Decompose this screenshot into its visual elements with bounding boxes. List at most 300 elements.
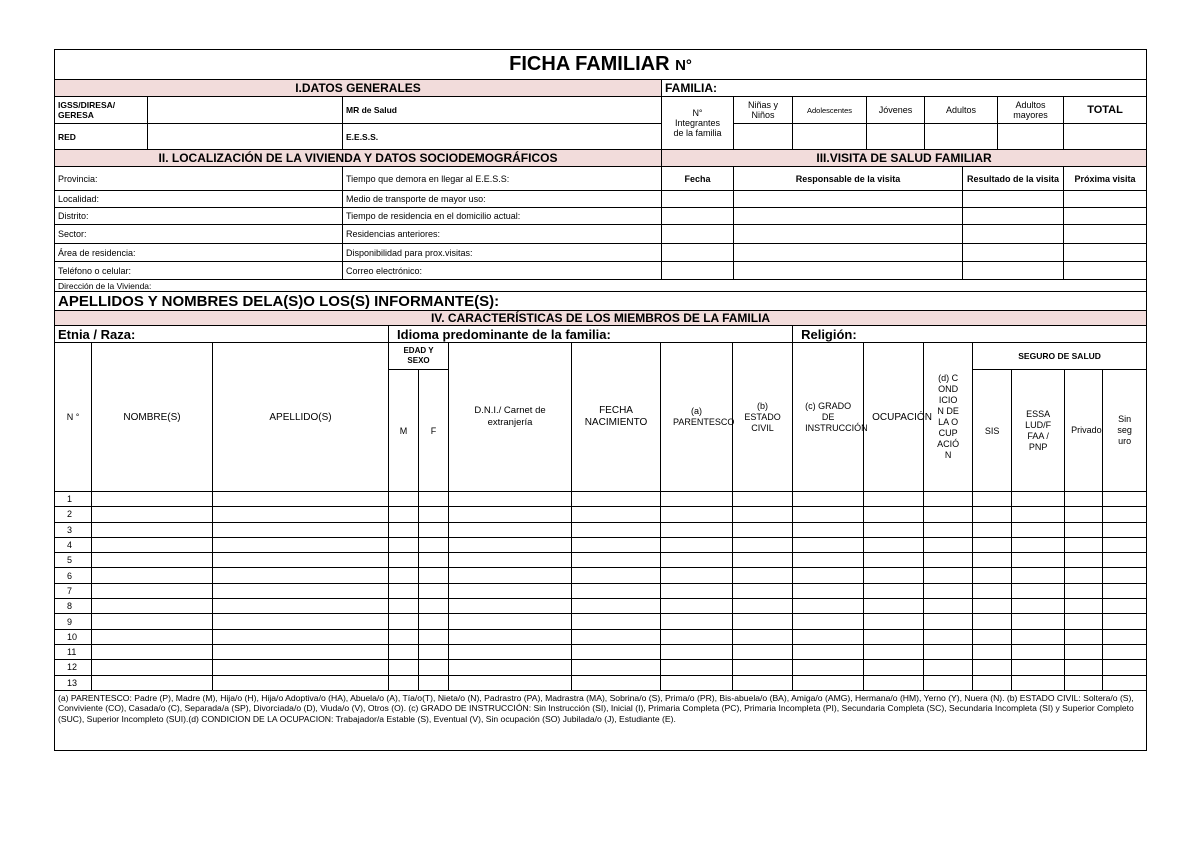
member-cell[interactable] [864, 522, 924, 537]
table-row [55, 568, 1147, 583]
col-fecha-nacimiento: FECHA NACIMIENTO [572, 343, 661, 492]
col-privado: Privado [1065, 370, 1103, 492]
member-cell[interactable] [213, 644, 389, 659]
member-cell[interactable] [1103, 553, 1147, 568]
table-row [55, 492, 1147, 507]
member-cell[interactable] [733, 553, 793, 568]
member-cell[interactable] [1103, 583, 1147, 598]
member-cell[interactable] [864, 583, 924, 598]
member-cell[interactable] [1103, 522, 1147, 537]
member-cell[interactable] [449, 599, 572, 614]
form-title [55, 50, 1147, 80]
member-cell[interactable] [1012, 629, 1065, 644]
member-cell[interactable] [973, 614, 1012, 629]
igss-label: IGSS/DIRESA/ GERESA [55, 97, 148, 124]
member-cell[interactable] [793, 522, 864, 537]
member-cell[interactable] [661, 660, 733, 675]
member-cell[interactable] [1065, 660, 1103, 675]
member-cell[interactable] [973, 522, 1012, 537]
visit-cell[interactable] [963, 208, 1064, 225]
member-cell[interactable] [449, 522, 572, 537]
member-cell[interactable] [419, 583, 449, 598]
member-cell[interactable] [213, 522, 389, 537]
member-cell[interactable] [661, 507, 733, 522]
member-cell[interactable] [1065, 553, 1103, 568]
member-cell[interactable] [1012, 614, 1065, 629]
member-cell[interactable] [864, 644, 924, 659]
member-cell[interactable] [1012, 599, 1065, 614]
member-cell[interactable] [213, 614, 389, 629]
member-cell[interactable] [793, 583, 864, 598]
total-count-field[interactable] [1064, 124, 1147, 150]
member-cell[interactable] [793, 629, 864, 644]
member-cell[interactable] [661, 568, 733, 583]
member-cell[interactable] [973, 492, 1012, 507]
visit-cell[interactable] [662, 225, 734, 244]
member-cell[interactable] [1065, 583, 1103, 598]
member-cell[interactable] [449, 553, 572, 568]
col-grado-instruccion: (c) GRADO DE INSTRUCCIÓN [793, 343, 864, 492]
member-cell[interactable] [924, 583, 973, 598]
table-row [55, 614, 1147, 629]
table-row [55, 644, 1147, 659]
row-number: 4 [55, 537, 92, 552]
row-number: 10 [55, 629, 92, 644]
member-cell[interactable] [1065, 522, 1103, 537]
member-cell[interactable] [92, 522, 213, 537]
member-cell[interactable] [449, 583, 572, 598]
member-cell[interactable] [1012, 675, 1065, 690]
localidad-field[interactable]: Localidad: [55, 191, 343, 208]
ficha-familiar-form [54, 49, 1146, 787]
visit-cell[interactable] [963, 262, 1064, 280]
member-cell[interactable] [92, 583, 213, 598]
member-cell[interactable] [733, 675, 793, 690]
provincia-field[interactable]: Provincia: [55, 167, 343, 191]
col-estado-civil: (b) ESTADO CIVIL [733, 343, 793, 492]
group-total: TOTAL [1064, 97, 1147, 124]
medio-transporte-field[interactable]: Medio de transporte de mayor uso: [343, 191, 662, 208]
table-row [55, 599, 1147, 614]
member-cell[interactable] [389, 644, 419, 659]
member-cell[interactable] [1103, 660, 1147, 675]
member-cell[interactable] [924, 492, 973, 507]
group-ninos: Niñas y Niños [734, 97, 793, 124]
member-cell[interactable] [661, 614, 733, 629]
member-cell[interactable] [389, 675, 419, 690]
adultos-count-field[interactable] [925, 124, 998, 150]
row-number: 6 [55, 568, 92, 583]
member-cell[interactable] [924, 553, 973, 568]
member-cell[interactable] [419, 507, 449, 522]
tiempo-llegar-field[interactable]: Tiempo que demora en llegar al E.E.S.S: [343, 167, 662, 191]
visit-cell[interactable] [1064, 191, 1147, 208]
visit-cell[interactable] [1064, 225, 1147, 244]
title-text: FICHA FAMILIAR [509, 53, 670, 75]
member-cell[interactable] [973, 629, 1012, 644]
visit-cell[interactable] [1064, 244, 1147, 262]
visit-fecha-header: Fecha [662, 167, 734, 191]
group-jovenes: Jóvenes [867, 97, 925, 124]
member-cell[interactable] [1012, 553, 1065, 568]
member-cell[interactable] [213, 583, 389, 598]
ninos-count-field[interactable] [734, 124, 793, 150]
member-cell[interactable] [924, 614, 973, 629]
member-cell[interactable] [92, 599, 213, 614]
member-cell[interactable] [419, 675, 449, 690]
etnia-field[interactable]: Etnia / Raza: [55, 326, 389, 343]
member-cell[interactable] [1103, 568, 1147, 583]
row-number: 2 [55, 507, 92, 522]
member-cell[interactable] [864, 553, 924, 568]
member-cell[interactable] [213, 507, 389, 522]
member-cell[interactable] [864, 660, 924, 675]
member-cell[interactable] [572, 660, 661, 675]
direccion-field[interactable]: Dirección de la Vivienda: [55, 280, 1147, 292]
member-cell[interactable] [213, 492, 389, 507]
member-cell[interactable] [1065, 644, 1103, 659]
member-cell[interactable] [1012, 583, 1065, 598]
member-cell[interactable] [661, 583, 733, 598]
member-cell[interactable] [213, 553, 389, 568]
member-cell[interactable] [213, 629, 389, 644]
member-cell[interactable] [389, 599, 419, 614]
member-cell[interactable] [419, 522, 449, 537]
member-cell[interactable] [864, 568, 924, 583]
visit-cell[interactable] [963, 225, 1064, 244]
member-cell[interactable] [419, 599, 449, 614]
member-cell[interactable] [924, 507, 973, 522]
row-number: 13 [55, 675, 92, 690]
member-cell[interactable] [733, 644, 793, 659]
member-cell[interactable] [449, 629, 572, 644]
member-cell[interactable] [572, 629, 661, 644]
row-number: 1 [55, 492, 92, 507]
member-cell[interactable] [92, 644, 213, 659]
member-cell[interactable] [389, 492, 419, 507]
visit-cell[interactable] [1064, 208, 1147, 225]
member-cell[interactable] [973, 553, 1012, 568]
member-cell[interactable] [92, 553, 213, 568]
member-cell[interactable] [449, 507, 572, 522]
member-cell[interactable] [92, 568, 213, 583]
member-cell[interactable] [449, 644, 572, 659]
member-cell[interactable] [389, 614, 419, 629]
member-cell[interactable] [572, 492, 661, 507]
group-adultos-mayores: Adultos mayores [998, 97, 1064, 124]
member-cell[interactable] [419, 614, 449, 629]
member-cell[interactable] [572, 583, 661, 598]
member-cell[interactable] [733, 537, 793, 552]
visit-cell[interactable] [734, 262, 963, 280]
member-cell[interactable] [973, 675, 1012, 690]
area-residencia-field[interactable]: Área de residencia: [55, 244, 343, 262]
member-cell[interactable] [1065, 568, 1103, 583]
eess-label: E.E.S.S. [343, 124, 662, 150]
col-essalud: ESSALUD/FFAA / PNP [1012, 370, 1065, 492]
member-cell[interactable] [389, 522, 419, 537]
member-cell[interactable] [572, 522, 661, 537]
row-number: 3 [55, 522, 92, 537]
disponibilidad-field[interactable]: Disponibilidad para prox.visitas: [343, 244, 662, 262]
member-cell[interactable] [973, 507, 1012, 522]
member-cell[interactable] [793, 507, 864, 522]
familia-label: FAMILIA: [662, 80, 1147, 97]
member-cell[interactable] [1065, 675, 1103, 690]
member-cell[interactable] [92, 492, 213, 507]
member-cell[interactable] [449, 568, 572, 583]
member-cell[interactable] [1103, 629, 1147, 644]
member-cell[interactable] [419, 644, 449, 659]
member-cell[interactable] [449, 660, 572, 675]
table-row [55, 583, 1147, 598]
footnote: (a) PARENTESCO: Padre (P), Madre (M), Hija/o (H), Hija/o Adoptiva/o (HA), Abuela/o (A), Tía/o(T), Nieta/o (N), Padrastro (PA), Madrastra (MA), Sobrina/o (S), Prima/o (PR), Bis-abuela/o (BA), Amiga/o (AMG), Hermana/o (HM), Yerno (Y), Nuera (N). (b) ESTADO CIVIL: Soltera/o (S), Conviviente (CO), Casada/o (C), Separada/a (SP), Divorciada/o (D), Viuda/o (V), Otros (O). (c) GRADO DE INSTRUCCIÓN: Sin Instrucción (SI), Inicial (I), Primaria Completa (PC), Primaria Incompleta (PI), Secundaria Completa (SC), Secundaria Incompleta (SI) y Superior Completo (SUC), Superior Incompleto (SUI).(d) CONDICION DE LA OCUPACION: Trabajador/a Estable (S), Eventual (V), Sin ocupación (SO) Jubilada/o (J), Estudiante (E). [55, 690, 1147, 750]
member-cell[interactable] [973, 644, 1012, 659]
member-cell[interactable] [389, 553, 419, 568]
group-adolescentes: Adolescentes [793, 97, 867, 124]
member-cell[interactable] [733, 614, 793, 629]
member-cell[interactable] [1065, 614, 1103, 629]
member-cell[interactable] [1103, 614, 1147, 629]
visit-cell[interactable] [734, 191, 963, 208]
visit-cell[interactable] [662, 208, 734, 225]
member-cell[interactable] [213, 675, 389, 690]
visit-cell[interactable] [662, 244, 734, 262]
member-cell[interactable] [793, 599, 864, 614]
member-cell[interactable] [793, 614, 864, 629]
member-cell[interactable] [924, 629, 973, 644]
member-cell[interactable] [1065, 492, 1103, 507]
visit-cell[interactable] [1064, 262, 1147, 280]
member-cell[interactable] [864, 614, 924, 629]
member-cell[interactable] [864, 492, 924, 507]
red-field[interactable] [148, 124, 343, 150]
col-apellido: APELLIDO(S) [213, 343, 389, 492]
member-cell[interactable] [973, 599, 1012, 614]
telefono-field[interactable]: Teléfono o celular: [55, 262, 343, 280]
member-cell[interactable] [389, 537, 419, 552]
member-cell[interactable] [213, 537, 389, 552]
member-cell[interactable] [419, 568, 449, 583]
member-cell[interactable] [1012, 660, 1065, 675]
member-cell[interactable] [864, 537, 924, 552]
member-cell[interactable] [661, 492, 733, 507]
member-cell[interactable] [213, 660, 389, 675]
jovenes-count-field[interactable] [867, 124, 925, 150]
sector-field[interactable]: Sector: [55, 225, 343, 244]
visit-resultado-header: Resultado de la visita [963, 167, 1064, 191]
correo-field[interactable]: Correo electrónico: [343, 262, 662, 280]
member-cell[interactable] [1065, 507, 1103, 522]
member-cell[interactable] [1065, 537, 1103, 552]
residencias-anteriores-field[interactable]: Residencias anteriores: [343, 225, 662, 244]
member-cell[interactable] [733, 629, 793, 644]
member-cell[interactable] [419, 660, 449, 675]
member-cell[interactable] [419, 492, 449, 507]
member-cell[interactable] [449, 537, 572, 552]
member-cell[interactable] [1103, 675, 1147, 690]
members-table [54, 325, 1147, 751]
member-cell[interactable] [92, 675, 213, 690]
member-cell[interactable] [1012, 492, 1065, 507]
member-cell[interactable] [864, 675, 924, 690]
member-cell[interactable] [419, 629, 449, 644]
member-cell[interactable] [924, 599, 973, 614]
col-sin-seguro: Sin seguro [1103, 370, 1147, 492]
member-cell[interactable] [661, 644, 733, 659]
member-cell[interactable] [924, 537, 973, 552]
member-cell[interactable] [661, 599, 733, 614]
member-cell[interactable] [864, 507, 924, 522]
col-sis: SIS [973, 370, 1012, 492]
member-cell[interactable] [1103, 599, 1147, 614]
member-cell[interactable] [572, 599, 661, 614]
member-cell[interactable] [1065, 629, 1103, 644]
visit-responsable-header: Responsable de la visita [734, 167, 963, 191]
visit-cell[interactable] [734, 225, 963, 244]
col-parentesco: (a) PARENTESCO [661, 343, 733, 492]
distrito-field[interactable]: Distrito: [55, 208, 343, 225]
member-cell[interactable] [793, 568, 864, 583]
visit-cell[interactable] [963, 191, 1064, 208]
member-cell[interactable] [793, 492, 864, 507]
col-sexo-m: M [389, 370, 419, 492]
visit-cell[interactable] [734, 244, 963, 262]
member-cell[interactable] [449, 675, 572, 690]
member-cell[interactable] [793, 553, 864, 568]
member-cell[interactable] [733, 583, 793, 598]
member-cell[interactable] [924, 660, 973, 675]
table-row [55, 522, 1147, 537]
member-cell[interactable] [389, 629, 419, 644]
member-cell[interactable] [1012, 644, 1065, 659]
igss-field[interactable] [148, 97, 343, 124]
title-suffix: N° [675, 57, 692, 74]
adultos-mayores-count-field[interactable] [998, 124, 1064, 150]
table-row [55, 629, 1147, 644]
table-row [55, 507, 1147, 522]
member-cell[interactable] [572, 507, 661, 522]
red-label: RED [55, 124, 148, 150]
member-cell[interactable] [864, 629, 924, 644]
member-cell[interactable] [733, 522, 793, 537]
member-cell[interactable] [419, 553, 449, 568]
member-cell[interactable] [924, 568, 973, 583]
member-cell[interactable] [924, 522, 973, 537]
member-cell[interactable] [864, 599, 924, 614]
top-table [54, 49, 1147, 150]
col-nombre: NOMBRE(S) [92, 343, 213, 492]
member-cell[interactable] [1012, 507, 1065, 522]
visit-cell[interactable] [734, 208, 963, 225]
member-cell[interactable] [1065, 599, 1103, 614]
member-cell[interactable] [793, 675, 864, 690]
member-cell[interactable] [924, 644, 973, 659]
member-cell[interactable] [213, 599, 389, 614]
member-cell[interactable] [733, 660, 793, 675]
member-cell[interactable] [1012, 537, 1065, 552]
member-cell[interactable] [973, 583, 1012, 598]
member-cell[interactable] [661, 553, 733, 568]
section-miembros: IV. CARACTERÍSTICAS DE LOS MIEMBROS DE LA FAMILIA [55, 311, 1147, 326]
member-cell[interactable] [213, 568, 389, 583]
row-number: 7 [55, 583, 92, 598]
member-cell[interactable] [92, 629, 213, 644]
member-cell[interactable] [661, 629, 733, 644]
member-cell[interactable] [793, 644, 864, 659]
visit-cell[interactable] [662, 262, 734, 280]
member-cell[interactable] [1012, 568, 1065, 583]
member-cell[interactable] [924, 675, 973, 690]
member-cell[interactable] [1012, 522, 1065, 537]
member-cell[interactable] [733, 492, 793, 507]
religion-field[interactable]: Religión: [793, 326, 1147, 343]
member-cell[interactable] [449, 492, 572, 507]
member-cell[interactable] [572, 537, 661, 552]
member-cell[interactable] [1103, 537, 1147, 552]
member-cell[interactable] [661, 537, 733, 552]
adolescentes-count-field[interactable] [793, 124, 867, 150]
member-cell[interactable] [793, 537, 864, 552]
member-cell[interactable] [733, 507, 793, 522]
member-cell[interactable] [973, 660, 1012, 675]
idioma-field[interactable]: Idioma predominante de la familia: [389, 326, 793, 343]
row-number: 11 [55, 644, 92, 659]
member-cell[interactable] [661, 522, 733, 537]
col-condicion-ocupacion: (d) CONDICION DE LA OCUPACIÓN [924, 343, 973, 492]
table-row [55, 675, 1147, 690]
visit-cell[interactable] [662, 191, 734, 208]
member-cell[interactable] [733, 568, 793, 583]
tiempo-residencia-field[interactable]: Tiempo de residencia en el domicilio actual: [343, 208, 662, 225]
member-cell[interactable] [572, 614, 661, 629]
member-cell[interactable] [1103, 507, 1147, 522]
member-cell[interactable] [92, 614, 213, 629]
member-cell[interactable] [92, 507, 213, 522]
member-cell[interactable] [572, 553, 661, 568]
member-cell[interactable] [1103, 644, 1147, 659]
member-cell[interactable] [92, 660, 213, 675]
table-row [55, 660, 1147, 675]
member-cell[interactable] [419, 537, 449, 552]
member-cell[interactable] [389, 583, 419, 598]
member-cell[interactable] [973, 568, 1012, 583]
visit-proxima-header: Próxima visita [1064, 167, 1147, 191]
member-cell[interactable] [389, 660, 419, 675]
row-number: 5 [55, 553, 92, 568]
member-cell[interactable] [661, 675, 733, 690]
row-number: 12 [55, 660, 92, 675]
col-edad-sexo: EDAD Y SEXO [389, 343, 449, 370]
member-cell[interactable] [793, 660, 864, 675]
member-cell[interactable] [973, 537, 1012, 552]
member-cell[interactable] [572, 568, 661, 583]
table-row [55, 537, 1147, 552]
member-cell[interactable] [733, 599, 793, 614]
member-cell[interactable] [449, 614, 572, 629]
member-cell[interactable] [572, 644, 661, 659]
informantes-field[interactable]: APELLIDOS Y NOMBRES DELA(S)O LOS(S) INFORMANTE(S): [55, 292, 1147, 311]
col-seguro-salud: SEGURO DE SALUD [973, 343, 1147, 370]
member-cell[interactable] [389, 568, 419, 583]
visit-cell[interactable] [963, 244, 1064, 262]
location-visit-table [54, 149, 1147, 326]
member-cell[interactable] [572, 675, 661, 690]
member-cell[interactable] [389, 507, 419, 522]
member-cell[interactable] [1103, 492, 1147, 507]
group-adultos: Adultos [925, 97, 998, 124]
member-cell[interactable] [92, 537, 213, 552]
